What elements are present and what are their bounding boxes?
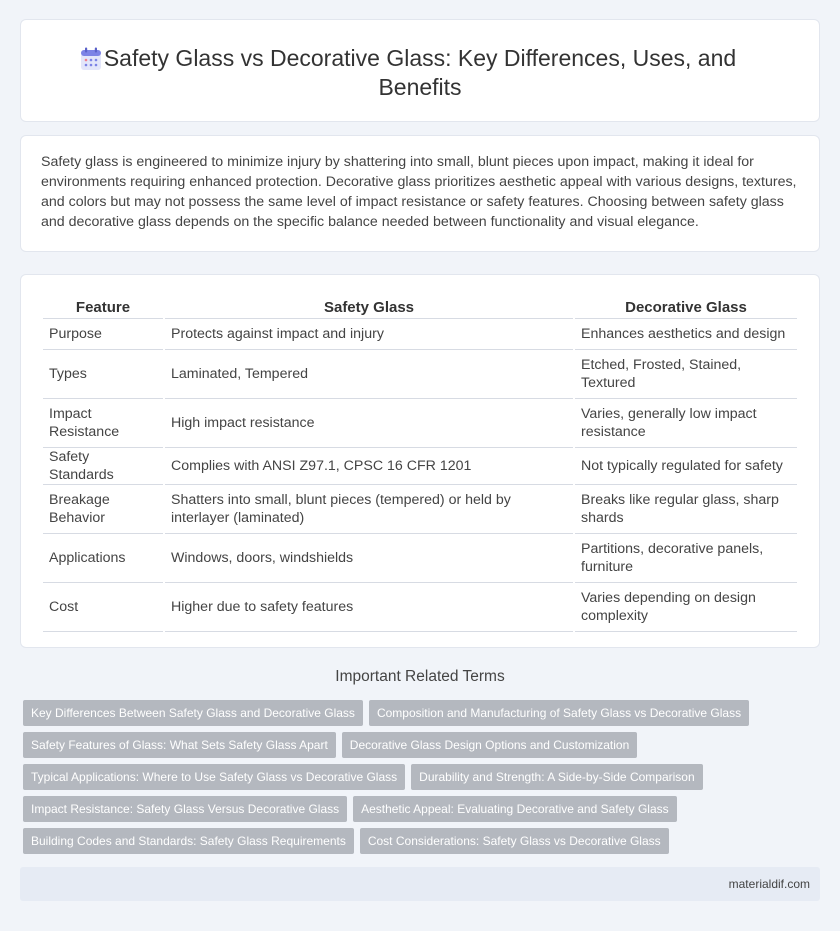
table-cell: Impact Resistance: [43, 399, 163, 448]
footer: [20, 867, 820, 901]
table-cell: High impact resistance: [165, 399, 573, 448]
table-cell: Cost: [43, 583, 163, 632]
table-row: [43, 319, 797, 350]
table-cell: Types: [43, 350, 163, 399]
intro-paragraph: Safety glass is engineered to minimize injury by shattering into small, blunt pieces upon impact, making it ideal for environments requiring enhanced protection. Decorative glass prioritizes aesthetic appeal with various designs, textures, and colors but may not possess the same level of impact resistance or safety features. Choosing between safety glass and decorative glass depends on the specific balance needed between functionality and visual elegance.: [41, 154, 797, 230]
related-term-tag[interactable]: Building Codes and Standards: Safety Glass Requirements: [23, 828, 354, 854]
comparison-card: [20, 274, 820, 648]
table-row: [43, 448, 797, 485]
column-header-feature: Feature: [43, 297, 163, 319]
table-cell: Laminated, Tempered: [165, 350, 573, 399]
table-row: [43, 485, 797, 534]
footer-site-link[interactable]: materialdif.com: [728, 877, 810, 891]
table-row: [43, 399, 797, 448]
table-cell: Enhances aesthetics and design: [575, 319, 797, 350]
table-cell: Shatters into small, blunt pieces (tempered) or held by interlayer (laminated): [165, 485, 573, 534]
table-cell: Varies depending on design complexity: [575, 583, 797, 632]
column-header-safety-glass: Safety Glass: [165, 297, 573, 319]
table-cell: Complies with ANSI Z97.1, CPSC 16 CFR 1201: [165, 448, 573, 485]
related-term-tag[interactable]: Key Differences Between Safety Glass and Decorative Glass: [23, 700, 363, 726]
table-cell: Purpose: [43, 319, 163, 350]
related-term-tag[interactable]: Decorative Glass Design Options and Customization: [342, 732, 637, 758]
table-cell: Etched, Frosted, Stained, Textured: [575, 350, 797, 399]
related-term-tag[interactable]: Typical Applications: Where to Use Safety Glass vs Decorative Glass: [23, 764, 405, 790]
table-row: [43, 350, 797, 399]
related-terms-list: [23, 700, 783, 854]
related-term-tag[interactable]: Durability and Strength: A Side-by-Side Comparison: [411, 764, 702, 790]
table-row: [43, 534, 797, 583]
related-term-tag[interactable]: Aesthetic Appeal: Evaluating Decorative and Safety Glass: [353, 796, 677, 822]
intro-card: [20, 135, 820, 252]
related-terms-title: Important Related Terms: [335, 668, 505, 685]
table-cell: Breaks like regular glass, sharp shards: [575, 485, 797, 534]
comparison-table: [41, 297, 799, 632]
table-cell: Applications: [43, 534, 163, 583]
column-header-decorative-glass: Decorative Glass: [575, 297, 797, 319]
related-term-tag[interactable]: Impact Resistance: Safety Glass Versus Decorative Glass: [23, 796, 347, 822]
related-term-tag[interactable]: Composition and Manufacturing of Safety Glass vs Decorative Glass: [369, 700, 749, 726]
header-card: [20, 19, 820, 122]
table-cell: Varies, generally low impact resistance: [575, 399, 797, 448]
related-term-tag[interactable]: Cost Considerations: Safety Glass vs Decorative Glass: [360, 828, 669, 854]
table-row: [43, 583, 797, 632]
table-cell: Partitions, decorative panels, furniture: [575, 534, 797, 583]
table-cell: Windows, doors, windshields: [165, 534, 573, 583]
table-cell: Higher due to safety features: [165, 583, 573, 632]
table-cell: Protects against impact and injury: [165, 319, 573, 350]
related-term-tag[interactable]: Safety Features of Glass: What Sets Safety Glass Apart: [23, 732, 336, 758]
table-cell: Breakage Behavior: [43, 485, 163, 534]
table-header-row: [43, 297, 797, 319]
table-cell: Not typically regulated for safety: [575, 448, 797, 485]
page-title: Safety Glass vs Decorative Glass: Key Differences, Uses, and Benefits: [103, 45, 737, 100]
table-cell: Safety Standards: [43, 448, 163, 485]
